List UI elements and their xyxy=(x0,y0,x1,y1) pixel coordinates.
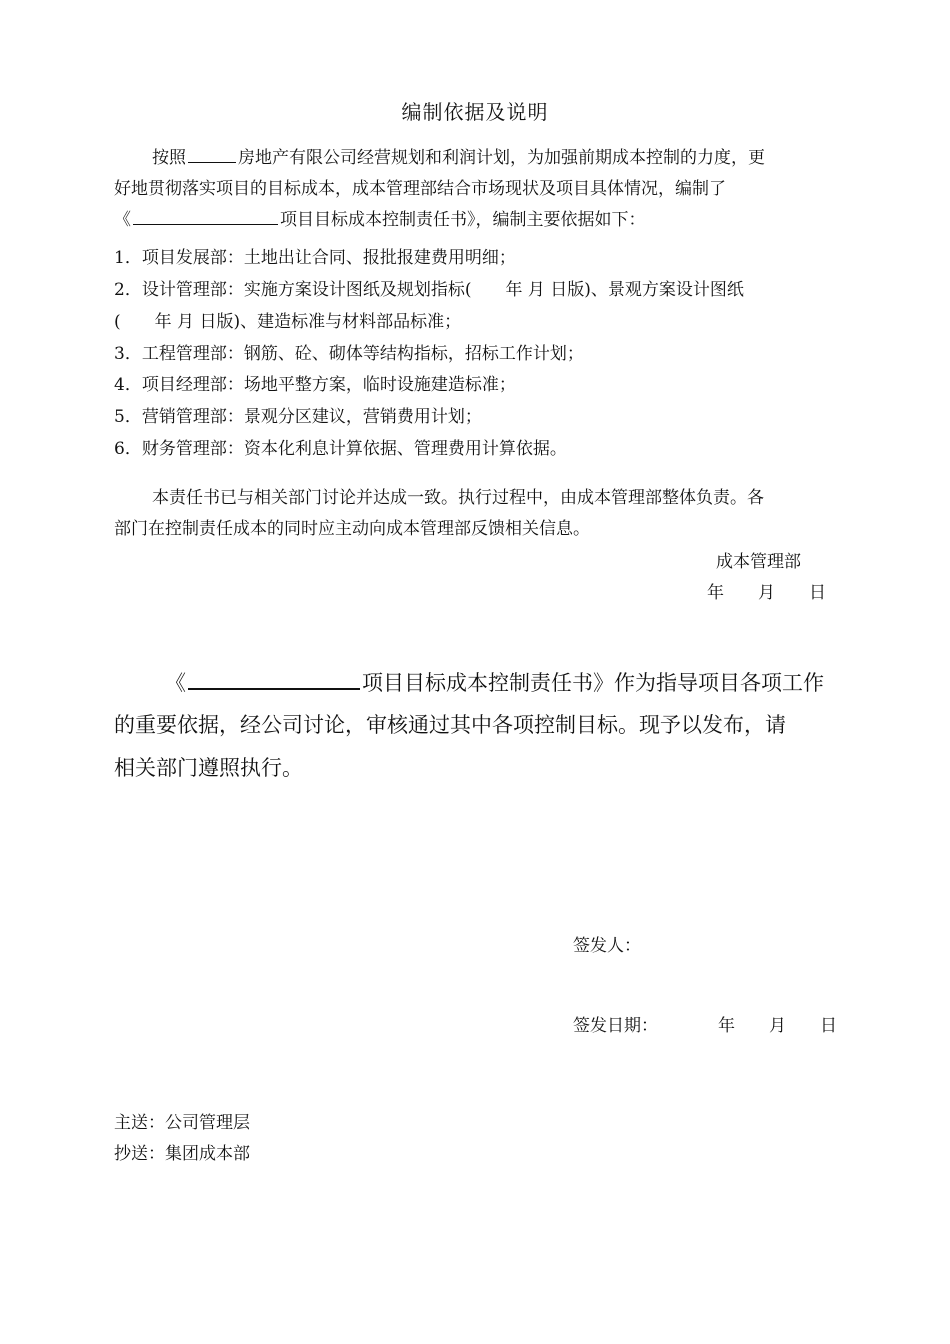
issuer-label: 签发人： xyxy=(573,936,641,956)
basis-item: 6．财务管理部：资本化利息计算依据、管理费用计算依据。 xyxy=(114,439,567,459)
intro-line-1 xyxy=(152,143,765,173)
intro-line-3 xyxy=(114,205,646,235)
project-name-blank xyxy=(133,206,278,225)
basis-item: 5．营销管理部：景观分区建议，营销费用计划； xyxy=(114,407,482,427)
agreement-line-2: 部门在控制责任成本的同时应主动向成本管理部反馈相关信息。 xyxy=(114,519,590,539)
basis-item: 4．项目经理部：场地平整方案，临时设施建造标准； xyxy=(114,375,516,395)
intro-text: 房地产有限公司经营规划和利润计划，为加强前期成本控制的力度，更 xyxy=(238,148,765,168)
intro-text: 《 xyxy=(114,210,131,230)
basis-item: 2．设计管理部：实施方案设计图纸及规划指标( 年 月 日版)、景观方案设计图纸 xyxy=(114,280,744,300)
cc-recipient: 抄送：集团成本部 xyxy=(114,1144,250,1164)
basis-item: 1．项目发展部：土地出让合同、报批报建费用明细； xyxy=(114,248,516,268)
signoff-department: 成本管理部 xyxy=(716,552,801,572)
issuance-text: 项目目标成本控制责任书》作为指导项目各项工作 xyxy=(362,671,824,695)
basis-item: 3．工程管理部：钢筋、砼、砌体等结构指标，招标工作计划； xyxy=(114,344,584,364)
issuance-text: 《 xyxy=(165,671,186,695)
issuance-line-3: 相关部门遵照执行。 xyxy=(114,756,303,780)
intro-text: 项目目标成本控制责任书》，编制主要依据如下： xyxy=(280,210,646,230)
basis-item: ( 年 月 日版)、建造标准与材料部品标准； xyxy=(114,312,462,332)
issuance-line-1 xyxy=(165,666,824,697)
issuance-line-2: 的重要依据，经公司讨论，审核通过其中各项控制目标。现予以发布，请 xyxy=(114,713,786,737)
main-recipient: 主送：公司管理层 xyxy=(114,1113,250,1133)
intro-text: 按照 xyxy=(152,148,186,168)
issue-date-label: 签发日期： xyxy=(573,1016,658,1036)
issue-date-value: 年 月 日 xyxy=(718,1016,837,1036)
company-name-blank xyxy=(188,144,236,163)
intro-line-2: 好地贯彻落实项目的目标成本，成本管理部结合市场现状及项目具体情况，编制了 xyxy=(114,179,726,199)
project-name-blank xyxy=(188,666,360,690)
agreement-line-1: 本责任书已与相关部门讨论并达成一致。执行过程中，由成本管理部整体负责。各 xyxy=(152,488,764,508)
page-title: 编制依据及说明 xyxy=(401,100,549,124)
signoff-date: 年 月 日 xyxy=(707,583,826,603)
